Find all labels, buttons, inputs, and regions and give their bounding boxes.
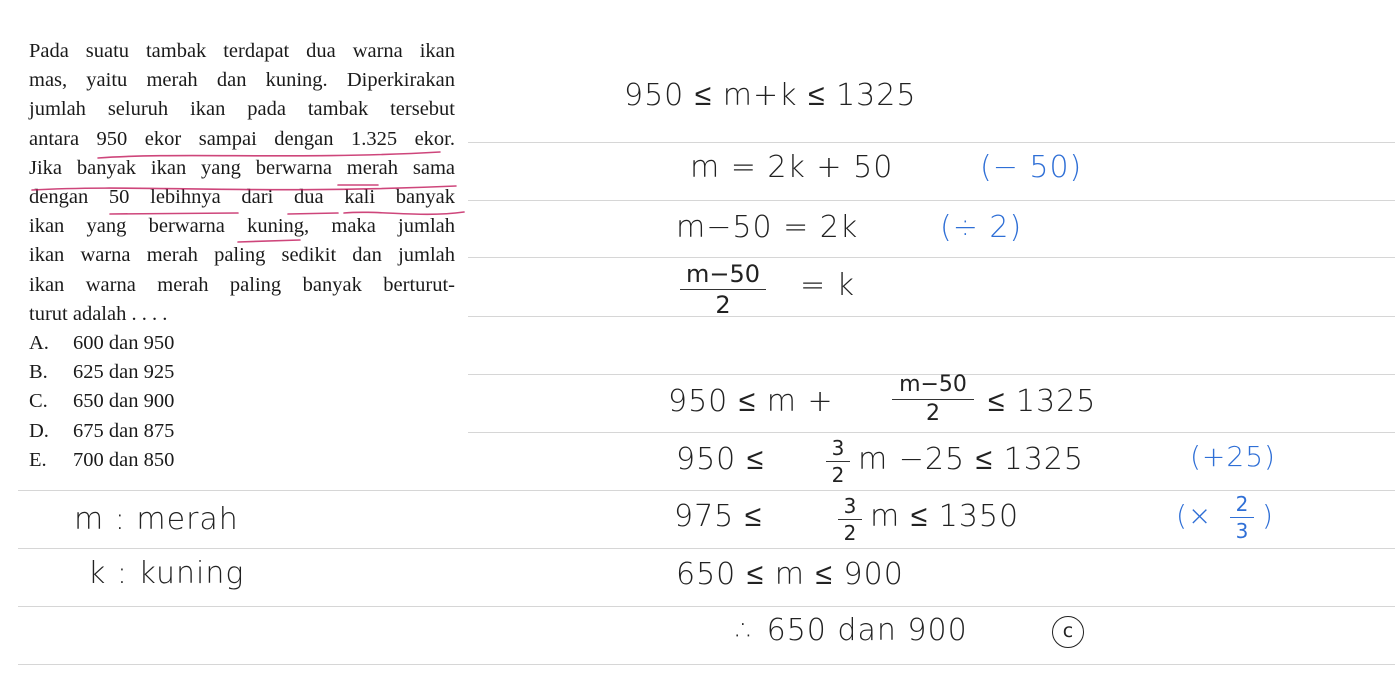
fraction-denominator: 2	[715, 291, 731, 319]
fraction-denominator: 2	[843, 521, 857, 545]
problem-line: mas, yaitu merah dan kuning. Diperkirakan	[29, 69, 455, 92]
work-step-7-rhs: m ≤ 1350	[870, 499, 1020, 534]
work-step-7-lhs: 975 ≤	[674, 499, 763, 534]
work-step-6-note: (+25)	[1190, 440, 1276, 473]
underline-mark	[98, 152, 440, 158]
final-answer: ∴ 650 dan 900	[736, 613, 968, 648]
underline-mark	[344, 212, 464, 214]
fraction-bar	[826, 461, 850, 462]
work-step-4-fraction	[680, 262, 766, 317]
work-step-3: m−50 = 2k	[676, 210, 859, 245]
problem-line: antara 950 ekor sampai dengan 1.325 ekor.	[29, 127, 455, 150]
fraction-denominator: 2	[926, 401, 940, 426]
fraction-numerator: 2	[1235, 492, 1249, 516]
underline-mark	[32, 186, 456, 190]
option-text: 600 dan 950	[73, 332, 175, 355]
option-text: 700 dan 850	[73, 448, 175, 471]
work-step-1: 950 ≤ m+k ≤ 1325	[624, 78, 917, 113]
fraction-numerator: m−50	[685, 260, 761, 288]
work-step-5-fraction	[892, 374, 974, 425]
problem-line: turut adalah . . . .	[29, 302, 168, 325]
answer-choice-circle: c	[1052, 616, 1084, 648]
underline-mark	[288, 213, 338, 214]
work-step-6-fraction	[826, 438, 850, 485]
work-step-3-note: (÷ 2)	[940, 210, 1023, 245]
fraction-numerator: 3	[831, 436, 845, 460]
option-text: 650 dan 900	[73, 390, 175, 413]
option-label: E.	[29, 448, 47, 471]
work-step-5-rhs: ≤ 1325	[988, 384, 1097, 419]
option-text: 625 dan 925	[73, 361, 175, 384]
fraction-numerator: m−50	[899, 372, 967, 397]
option-text: 675 dan 875	[73, 419, 175, 442]
fraction-bar	[1230, 517, 1254, 518]
option-label: B.	[29, 361, 48, 384]
work-step-7-fraction	[838, 496, 862, 543]
problem-line: ikan warna merah paling sedikit dan jumlah	[29, 244, 455, 267]
problem-line: ikan warna merah paling banyak berturut-	[29, 273, 455, 296]
work-step-6-lhs: 950 ≤	[676, 442, 765, 477]
work-step-5-lhs: 950 ≤ m +	[668, 384, 834, 419]
fraction-bar	[892, 399, 974, 400]
option-label: C.	[29, 390, 48, 413]
problem-line: jumlah seluruh ikan pada tambak tersebut	[29, 98, 455, 121]
work-step-7-note-fraction	[1230, 494, 1254, 541]
problem-line: Jika banyak ikan yang berwarna merah sama	[29, 156, 455, 179]
fraction-denominator: 2	[831, 463, 845, 487]
option-label: D.	[29, 419, 49, 442]
work-step-8: 650 ≤ m ≤ 900	[676, 557, 904, 592]
underline-mark	[238, 240, 300, 242]
note-k-kuning: k : kuning	[88, 556, 245, 591]
work-step-7-note-open: (×	[1176, 499, 1213, 532]
fraction-bar	[838, 519, 862, 520]
fraction-bar	[680, 289, 766, 290]
work-step-6-rhs: m −25 ≤ 1325	[858, 442, 1084, 477]
work-step-2-note: (− 50)	[980, 150, 1083, 185]
fraction-denominator: 3	[1235, 519, 1249, 543]
problem-line: dengan 50 lebihnya dari dua kali banyak	[29, 186, 455, 209]
problem-line: ikan yang berwarna kuning, maka jumlah	[29, 215, 455, 238]
option-label: A.	[29, 332, 49, 355]
work-step-7-note-close: )	[1262, 499, 1274, 532]
fraction-numerator: 3	[843, 494, 857, 518]
work-step-2: m = 2k + 50	[690, 150, 894, 185]
problem-line: Pada suatu tambak terdapat dua warna ikan	[29, 40, 455, 62]
note-m-merah: m : merah	[74, 502, 239, 537]
work-step-4-rhs: = k	[800, 268, 856, 303]
underline-mark	[110, 213, 238, 214]
